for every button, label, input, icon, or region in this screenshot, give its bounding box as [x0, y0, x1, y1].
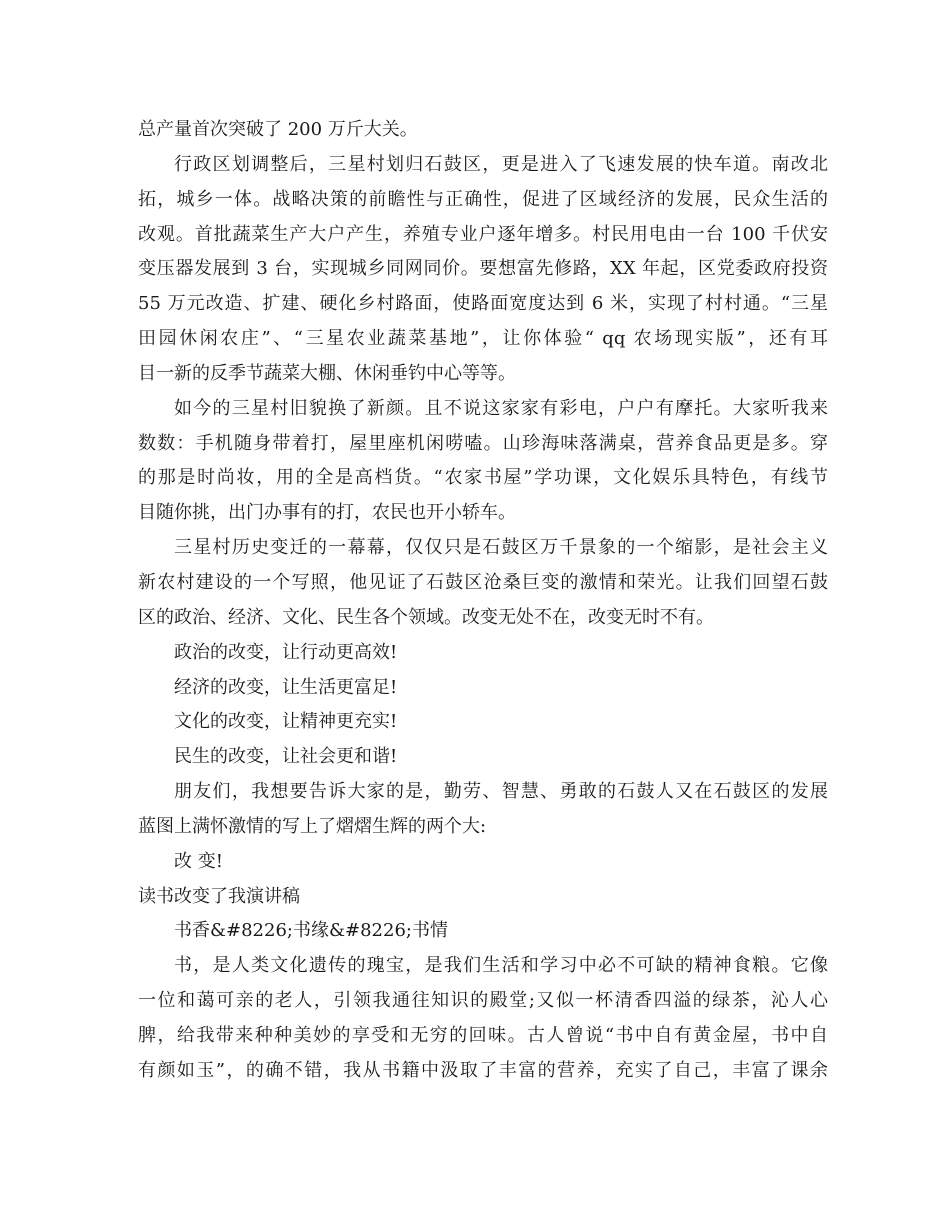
text-line: 目一新的反季节蔬菜大棚、休闲垂钓中心等等。 — [138, 362, 516, 384]
text-line: 有颜如玉”，的确不错，我从书籍中汲取了丰富的营养，充实了自己，丰富了课余 — [138, 1059, 828, 1081]
text-line: 变压器发展到 3 台，实现城乡同网同价。要想富先修路，XX 年起，区党委政府投资 — [138, 258, 828, 280]
text-line: 如今的三星村旧貌换了新颜。且不说这家家有彩电，户户有摩托。大家听我来 — [174, 397, 828, 419]
text-line: 脾，给我带来种种美妙的享受和无穷的回味。古人曾说“书中自有黄金屋，书中自 — [138, 1024, 828, 1046]
text-line: 的那是时尚妆，用的全是高档货。“农家书屋”学功课，文化娱乐具特色，有线节 — [138, 467, 828, 489]
text-line: 拓，城乡一体。战略决策的前瞻性与正确性，促进了区域经济的发展，民众生活的 — [138, 188, 828, 210]
text-line: 文化的改变，让精神更充实! — [174, 711, 398, 733]
text-line: 田园休闲农庄”、“三星农业蔬菜基地”，让你体验“ qq 农场现实版”，还有耳 — [138, 328, 828, 350]
text-line: 改观。首批蔬菜生产大户产生，养殖专业户逐年增多。村民用电由一台 100 千伏安 — [138, 223, 828, 245]
text-line: 政治的改变，让行动更高效! — [174, 641, 398, 663]
document-body — [138, 113, 828, 1089]
text-line: 55 万元改造、扩建、硬化乡村路面，使路面宽度达到 6 米，实现了村村通。“三星 — [138, 293, 828, 315]
text-line: 经济的改变，让生活更富足! — [174, 676, 398, 698]
section-subtitle: 书香&#8226;书缘&#8226;书情 — [174, 920, 448, 942]
text-line: 书，是人类文化遗传的瑰宝，是我们生活和学习中必不可缺的精神食粮。它像 — [174, 955, 828, 977]
text-line: 目随你挑，出门办事有的打，农民也开小轿车。 — [138, 502, 516, 524]
text-line: 蓝图上满怀激情的写上了熠熠生辉的两个大: — [138, 815, 487, 837]
text-line: 区的政治、经济、文化、民生各个领域。改变无处不在，改变无时不有。 — [138, 606, 714, 628]
text-line: 朋友们，我想要告诉大家的是，勤劳、智慧、勇敢的石鼓人又在石鼓区的发展 — [174, 781, 828, 803]
text-line: 行政区划调整后，三星村划归石鼓区，更是进入了飞速发展的快车道。南改北 — [174, 153, 828, 175]
text-line: 三星村历史变迁的一幕幕，仅仅只是石鼓区万千景象的一个缩影，是社会主义 — [174, 537, 828, 559]
section-title: 读书改变了我演讲稿 — [138, 885, 300, 907]
text-line: 改 变! — [174, 850, 223, 872]
text-line: 新农村建设的一个写照，他见证了石鼓区沧桑巨变的激情和荣光。让我们回望石鼓 — [138, 571, 828, 593]
text-line: 一位和蔼可亲的老人，引领我通往知识的殿堂;又似一杯清香四溢的绿茶，沁人心 — [138, 990, 828, 1012]
text-line: 民生的改变，让社会更和谐! — [174, 746, 398, 768]
text-line: 总产量首次突破了 200 万斤大关。 — [138, 119, 418, 140]
text-line: 数数：手机随身带着打，屋里座机闲唠嗑。山珍海味落满桌，营养食品更是多。穿 — [138, 432, 828, 454]
